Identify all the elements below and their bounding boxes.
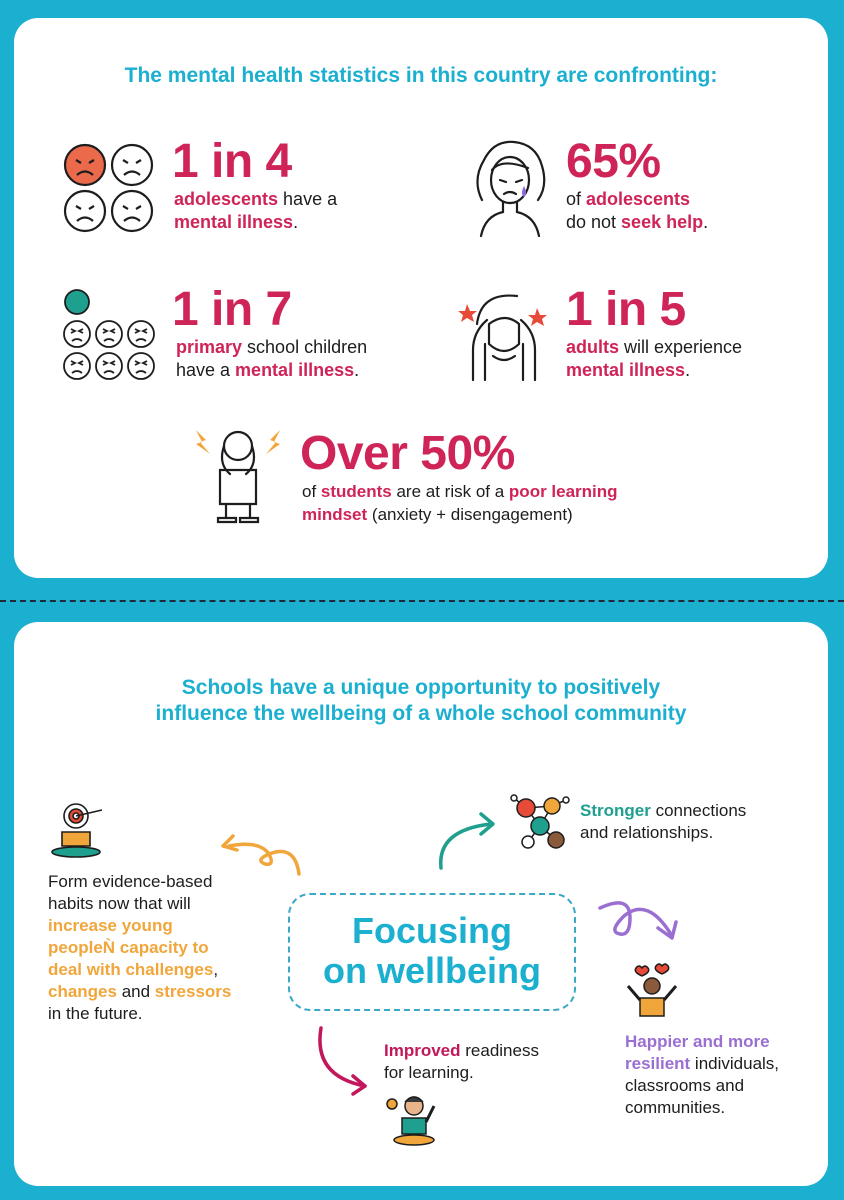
stat-4-description: adults will experience mental illness.: [566, 337, 743, 380]
stat-4-figure: 1 in 5: [566, 283, 686, 336]
network-people-icon: [510, 794, 570, 852]
stat-5-figure: Over 50%: [300, 427, 515, 480]
focus-title: Focusing on wellbeing: [322, 910, 541, 991]
crying-girl-icon: [470, 138, 550, 238]
readiness-text: Improved readiness for learning.: [384, 1041, 539, 1082]
focus-box: [288, 893, 576, 1011]
happier-text: Happier and more resilient individuals, classrooms and communities.: [625, 1032, 780, 1117]
stat-3-description: primary school children have a mental illness.: [176, 337, 368, 380]
purple-arrow-icon: [598, 898, 680, 942]
stressed-faces-icon: [62, 290, 158, 382]
wellbeing-heading: Schools have a unique opportunity to positively influence the wellbeing of a whole school community: [155, 676, 687, 725]
sad-faces-icon: [62, 143, 158, 235]
stat-2-figure: 65%: [566, 135, 661, 188]
stats-heading: The mental health statistics in this country are confronting:: [124, 64, 718, 87]
headache-person-icon: [455, 284, 551, 382]
pink-arrow-icon: [315, 1024, 375, 1094]
connections-text: Stronger connections and relationships.: [580, 801, 747, 842]
dashed-divider: [0, 600, 844, 602]
stat-3-figure: 1 in 7: [172, 283, 292, 336]
happy-person-icon: [622, 964, 682, 1020]
anxious-person-icon: [190, 426, 286, 524]
stat-1-description: adolescents have a mental illness.: [174, 189, 338, 232]
stat-5-description: of students are at risk of a poor learning mindset (anxiety + disengagement): [302, 482, 618, 524]
idea-student-icon: [384, 1094, 444, 1146]
orange-arrow-icon: [215, 832, 305, 882]
stat-2-description: of adolescents do not seek help.: [566, 189, 709, 232]
stat-1-figure: 1 in 4: [172, 135, 292, 188]
target-meditation-icon: [48, 802, 106, 858]
teal-arrow-icon: [435, 812, 499, 872]
habits-text: Form evidence-based habits now that will increase young peopleǸ capacity to deal with challenges, changes and stressors in the future.: [48, 872, 232, 1023]
